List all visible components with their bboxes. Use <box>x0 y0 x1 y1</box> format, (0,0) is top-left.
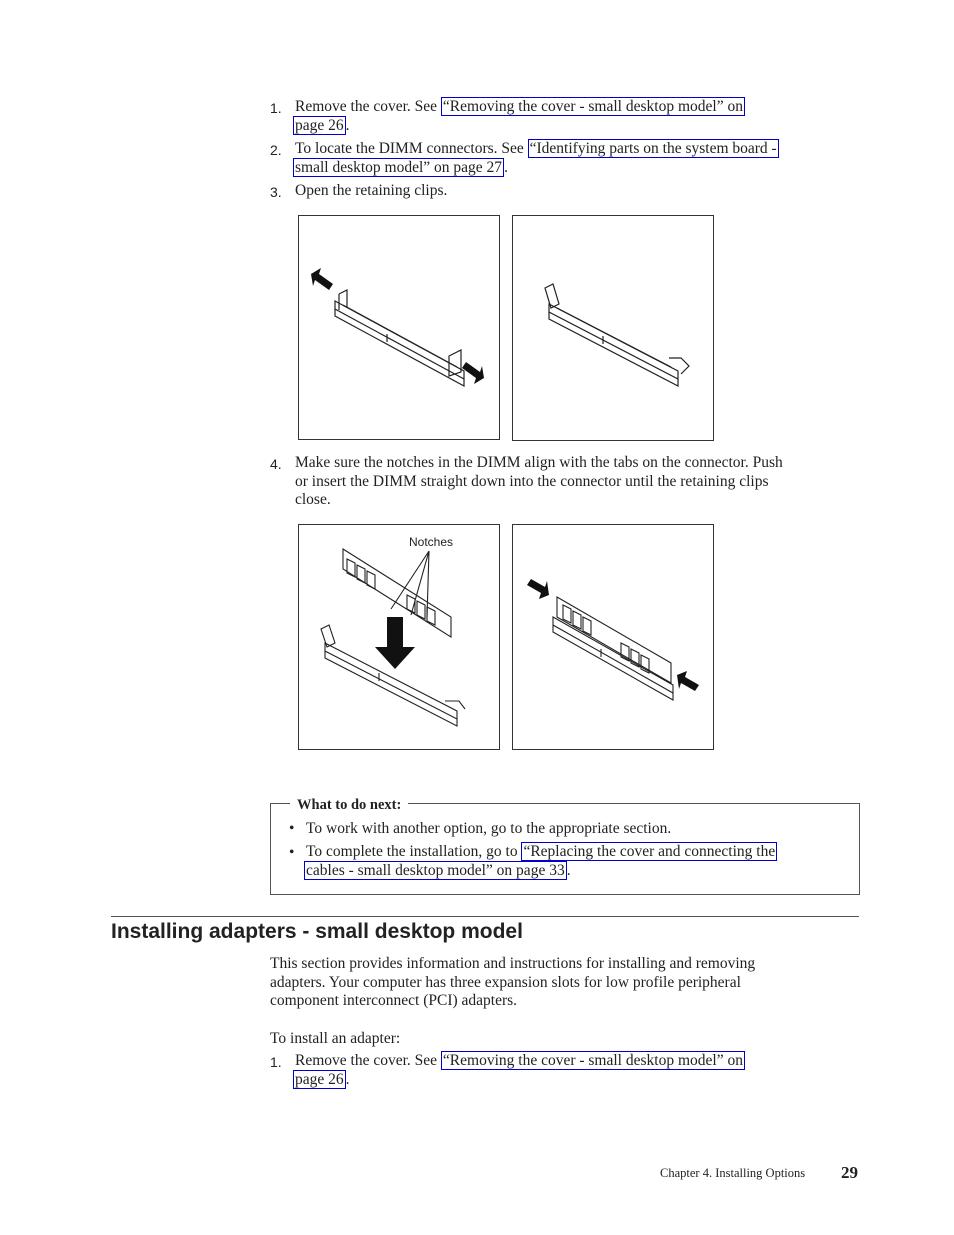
step-number: 1. <box>270 100 282 116</box>
step-text <box>295 98 745 117</box>
arrow-icon <box>527 579 549 599</box>
step-text-line2 <box>293 1071 350 1090</box>
step-text-line2 <box>293 159 508 178</box>
next-bullet-2 <box>306 843 777 862</box>
cross-reference-link[interactable]: “Removing the cover - small desktop model” on <box>442 1052 743 1069</box>
step-number: 3. <box>270 184 282 200</box>
arrow-icon <box>462 362 484 384</box>
step-text-line1: Make sure the notches in the DIMM align with the tabs on the connector. Push <box>295 454 783 471</box>
next-bullet-2-line2 <box>304 862 571 881</box>
paragraph-line3: component interconnect (PCI) adapters. <box>270 992 518 1009</box>
what-to-do-next-title: What to do next: <box>290 797 408 814</box>
figure-dimm-seated <box>512 524 714 750</box>
dimm-seated-illustration <box>513 525 713 749</box>
dimm-insertion-illustration <box>299 525 499 749</box>
step-text-pre: Remove the cover. See <box>295 98 441 115</box>
next-bullet-2-pre: To complete the installation, go to <box>306 843 522 860</box>
intro-text: To install an adapter: <box>270 1030 401 1047</box>
bullet-icon: • <box>289 844 295 861</box>
paragraph-line1: This section provides information and instructions for installing and removing <box>270 955 756 972</box>
step-text-post: . <box>345 1071 350 1088</box>
cross-reference-link[interactable]: “Replacing the cover and connecting the <box>523 843 776 860</box>
cross-reference-link[interactable]: “Removing the cover - small desktop model” on <box>442 98 743 115</box>
step-text-post: . <box>504 159 508 176</box>
step-text <box>295 140 779 159</box>
cross-reference-link[interactable]: cables - small desktop model” on page 33 <box>306 862 565 879</box>
down-arrow-icon <box>375 617 415 669</box>
step-text-line2: or insert the DIMM straight down into the connector until the retaining clips <box>295 473 769 490</box>
cross-reference-link[interactable]: page 26 <box>295 117 344 134</box>
bullet-icon: • <box>289 820 295 837</box>
arrow-icon <box>311 268 333 290</box>
cross-reference-link[interactable]: “Identifying parts on the system board - <box>529 140 777 157</box>
step-text-line3: close. <box>295 491 331 508</box>
step-text-pre: Remove the cover. See <box>295 1052 441 1069</box>
paragraph-line2: adapters. Your computer has three expansion slots for low profile peripheral <box>270 974 741 991</box>
step-number: 1. <box>270 1054 282 1070</box>
next-bullet-2-post: . <box>566 862 571 879</box>
section-heading: Installing adapters - small desktop model <box>111 920 523 943</box>
step-text: Open the retaining clips. <box>295 182 448 199</box>
dimm-slot-clips-open-illustration <box>513 216 713 440</box>
footer-chapter: Chapter 4. Installing Options <box>660 1166 806 1180</box>
cross-reference-link[interactable]: page 26 <box>295 1071 344 1088</box>
next-bullet-1: To work with another option, go to the appropriate section. <box>306 820 672 837</box>
figure-open-clips-right <box>512 215 714 441</box>
figure-open-clips-left <box>298 215 500 440</box>
page-number: 29 <box>841 1163 858 1182</box>
step-text <box>295 1052 745 1071</box>
step-text-post: . <box>345 117 350 134</box>
arrow-icon <box>677 671 699 691</box>
step-text-line2 <box>293 117 350 136</box>
cross-reference-link[interactable]: small desktop model” on page 27 <box>295 159 503 176</box>
figure-insert-dimm <box>298 524 500 750</box>
dimm-slot-clips-opening-illustration <box>299 216 499 439</box>
step-text-pre: To locate the DIMM connectors. See <box>295 140 528 157</box>
figure-label: Notches <box>409 535 454 549</box>
step-number: 4. <box>270 456 282 472</box>
section-rule <box>111 916 859 917</box>
step-number: 2. <box>270 142 282 158</box>
